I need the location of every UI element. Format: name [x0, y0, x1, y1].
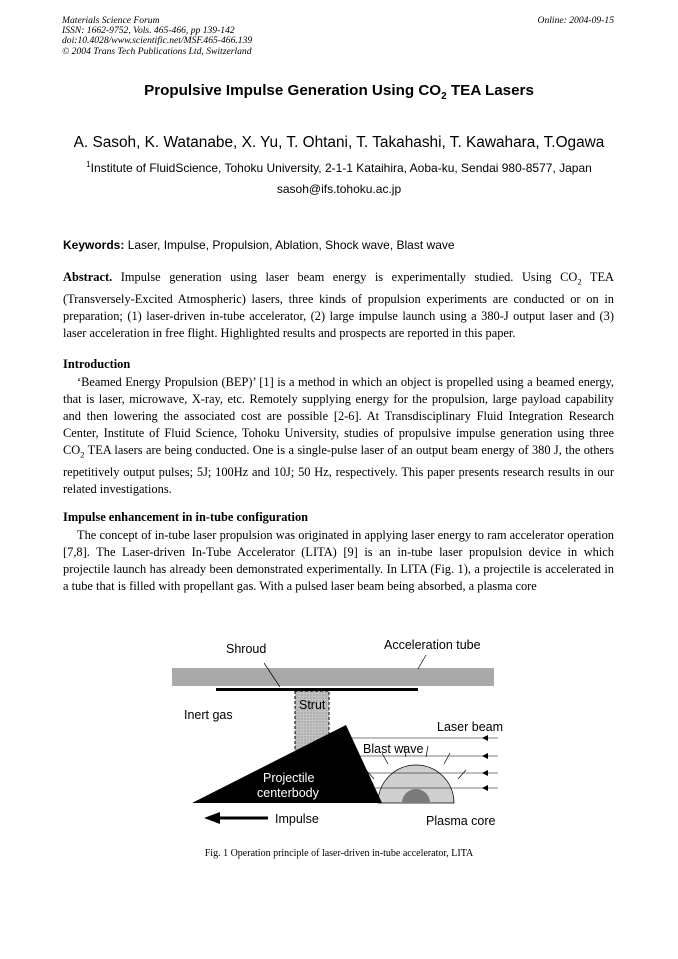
acceleration-tube — [172, 668, 494, 686]
online-date: Online: 2004-09-15 — [537, 15, 614, 26]
keywords: Keywords: Laser, Impulse, Propulsion, Ablation, Shock wave, Blast wave — [63, 238, 455, 252]
tube-pointer — [418, 655, 426, 669]
doi-line: doi:10.4028/www.scientific.net/MSF.465-466.139 — [62, 35, 253, 47]
label-strut: Strut — [299, 698, 326, 712]
label-acceleration-tube: Acceleration tube — [384, 638, 481, 652]
label-inert-gas: Inert gas — [184, 708, 233, 722]
paper-title: Propulsive Impulse Generation Using $CO_2$ TEA Lasers — [144, 82, 534, 103]
label-plasma-core: Plasma core — [426, 814, 496, 828]
section-heading-impulse: Impulse enhancement in in-tube configuration — [63, 510, 309, 524]
lita-figure — [160, 625, 520, 845]
label-laser-beam: Laser beam — [437, 720, 504, 734]
affiliation: $^1$Institute of FluidScience, Tohoku University, 2-1-1 Kataihira, Aoba-ku, Sendai 980-8577, Japan — [86, 160, 592, 175]
impulse-arrowhead — [204, 812, 220, 824]
introduction-heading: Introduction — [63, 357, 131, 371]
journal-header — [62, 16, 252, 57]
laser-beam-arrows — [482, 735, 488, 791]
author-list: A. Sasoh, K. Watanabe, X. Yu, T. Ohtani, T. Takahashi, T. Kawahara, T.Ogawa — [73, 134, 605, 151]
label-blast-wave: Blast wave — [363, 742, 424, 756]
label-impulse: Impulse — [275, 812, 319, 826]
introduction-paragraph: ‘Beamed Energy Propulsion (BEP)’ [1] is a method in which an object is propelled using a beamed energy, that is laser, microwave, X-ray, etc. Remotely supplying energy for the propulsion, large payload capability and then lowering the associated cost are possible [2-6]. At Transdisciplinary Fluid Integration Research Center, Institute of Fluid Science, Tohoku University, studies of propulsive impulse generation using three $CO_2$ TEA lasers are being conducted. One is a single-pulse laser of an output beam energy of 380 J, the others repetitively output pulses; 5J; 100Hz and 10J; 50 Hz, respectively. This paper presents research results in our related investigations. — [63, 375, 614, 497]
journal-name: Materials Science Forum — [62, 15, 160, 26]
section-paragraph-impulse: The concept of in-tube laser propulsion was originated in applying laser energy to ram accelerator operation [7,8]. The Laser-driven In-Tube Accelerator (LITA) [9] is an in-tube laser propulsion device in which projectile launch has already been demonstrated experimentally. In LITA (Fig. 1), a projectile is accelerated in a tube that is filled with propellant gas. With a pulsed laser beam being absorbed, a plasma core — [63, 528, 614, 594]
issn-line: ISSN: 1662-9752, Vols. 465-466, pp 139-142 — [62, 25, 235, 37]
author-email: sasoh@ifs.tohoku.ac.jp — [276, 182, 402, 196]
label-shroud: Shroud — [226, 642, 267, 656]
label-centerbody: centerbody — [257, 786, 319, 800]
figure-caption: Fig. 1 Operation principle of laser-driven in-tube accelerator, LITA — [204, 848, 474, 859]
abstract: Abstract. Impulse generation using laser beam energy is experimentally studied. Using $CO_2$ TEA (Transversely-Excited Atmospheric) lasers, three kinds of propulsion experiments are conducted or on in preparation; (1) laser-driven in-tube accelerator, (2) large impulse launch using a 380-J output laser and (3) laser acceleration in free flight. Highlighted results and prospects are reported in this paper. — [63, 270, 614, 340]
label-projectile: Projectile — [263, 771, 315, 785]
copyright-line: © 2004 Trans Tech Publications Ltd, Switzerland — [62, 45, 252, 57]
